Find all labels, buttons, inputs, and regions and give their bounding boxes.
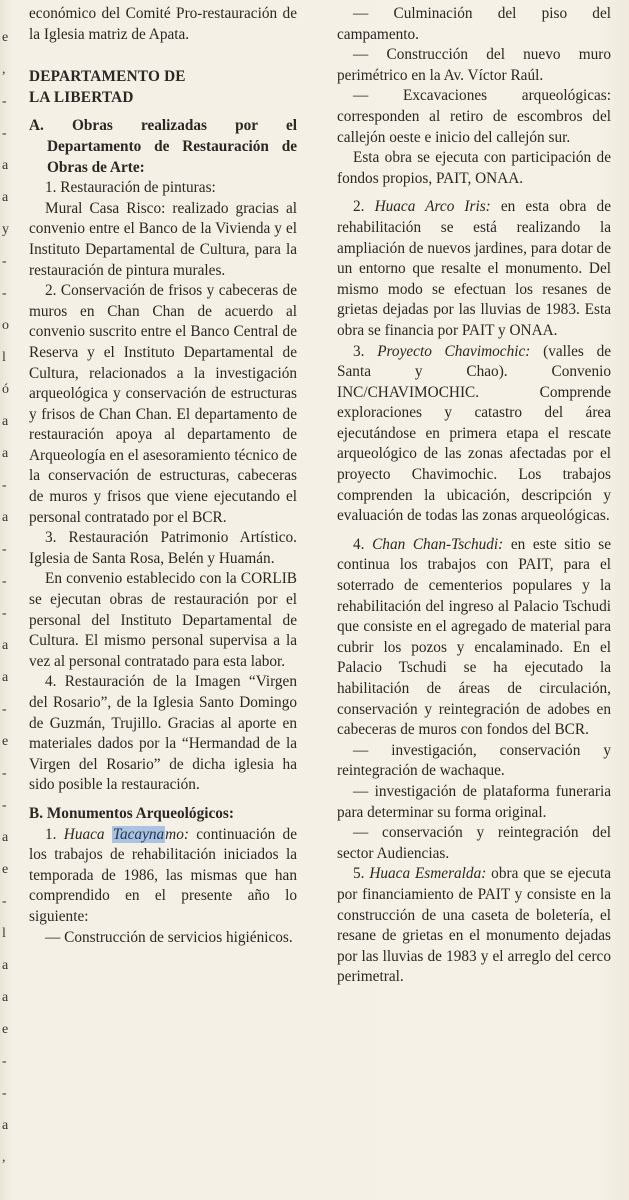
edge-fragment: - (2, 286, 7, 301)
section-b-heading: B. Monumentos Arqueológicos: (29, 804, 234, 822)
monument-3-number: 3. (353, 342, 365, 360)
edge-fragment: - (2, 1086, 7, 1101)
monument-1-number: 1. (45, 825, 57, 843)
item-1-body: Mural Casa Risco: realizado gracias al convenio entre el Banco de la Vivienda y el Instituto Departamental de Cultura, para la restauración de pintura murales. (29, 199, 297, 279)
item-3-title: 3. Restauración Patrimonio Artístico. Iglesia de Santa Rosa, Belén y Huamán. (29, 529, 297, 567)
edge-fragment: - (2, 894, 7, 909)
monument-1-funding: Esta obra se ejecuta con participación de fondos propios, PAIT, ONAA. (337, 149, 611, 187)
section-a-heading: A. Obras realizadas por el Departamento de Restauración de Obras de Arte: (29, 117, 297, 176)
edge-fragment: a (2, 158, 9, 173)
monument-2-number: 2. (353, 198, 365, 216)
item-2-paragraph: 2. Conservación de frisos y cabeceras de muros en Chan Chan de acuerdo al convenio suscrito entre el Banco Central de Reserva y el Instituto Departamental de Cultura, relacionados a la investigación arqueológica y conservación de estructuras y frisos de Chan Chan. El departamento de restauración apoya al departamento de Arqueología en el asesoramiento técnico de la conservación de estructuras, cabeceras de muros y frisos que viene ejecutando el personal contratado por el BCR. (29, 282, 297, 526)
edge-fragment: a (2, 990, 9, 1005)
edge-fragment: - (2, 1054, 7, 1069)
edge-fragment: a (2, 510, 9, 525)
monument-2-name: Huaca Arco Iris: (374, 198, 491, 216)
monument-1-item-wall: — Construcción del nuevo muro perimétrico en la Av. Víctor Raúl. (337, 46, 611, 84)
highlighted-text-selection[interactable]: Tacayna (112, 825, 165, 843)
edge-fragment: e (2, 734, 9, 749)
monument-4-number: 4. (353, 535, 365, 553)
edge-fragment: a (2, 446, 9, 461)
item-3-body: En convenio establecido con la CORLIB se ejecutan obras de restauración por el personal del Instituto Departamental de Cultura. El mismo personal supervisa a la vez al personal contratado para esta labor. (29, 570, 297, 670)
previous-column-edge (0, 0, 14, 1200)
department-heading-line-1: DEPARTAMENTO DE (29, 68, 186, 86)
edge-fragment: - (2, 798, 7, 813)
monument-2-paragraph (337, 197, 611, 341)
monument-4-item-wachaque: — investigación, conservación y reintegración de wachaque. (337, 741, 611, 780)
item-4-paragraph: 4. Restauración de la Imagen “Virgen del Rosario”, de la Iglesia Santo Domingo de Guzmán, Trujillo. Gracias al aporte en materiales dados por la “Hermandad de la Virgen del Rosario” de dicha iglesia ha sido posible la restauración. (29, 673, 297, 794)
monument-5-description: obra que se ejecuta por financiamiento de PAIT y consiste en la construcción de una caseta de boletería, el resane de grietas en el monumento dejadas por las lluvias de 1983 y el arreglo del cerco perimetral. (337, 865, 611, 986)
edge-fragment: a (2, 958, 9, 973)
monument-4-item-audiencias: — conservación y reintegración del sector Audiencias. (337, 824, 611, 862)
monument-4-name: Chan Chan-Tschudi: (372, 535, 504, 553)
left-column (29, 4, 297, 948)
edge-fragment: a (2, 190, 9, 205)
edge-fragment: y (2, 222, 9, 237)
edge-fragment: e (2, 862, 9, 877)
monument-2-description: en esta obra de rehabilitación se está realizando la ampliación de nuevos jardines, para dotar de un entorno que resalte el monumento. Del mismo modo se efectuan los resanes de grietas dejadas por las lluvias de 1983. Esta obra se financia por PAIT y ONAA. (337, 198, 611, 339)
edge-fragment: l (2, 926, 6, 941)
monument-1-name-part-1: Huaca (63, 825, 105, 843)
monument-5-paragraph (337, 864, 611, 988)
intro-paragraph: económico del Comité Pro-restauración de la Iglesia matriz de Apata. (29, 5, 297, 43)
monument-1-item-restrooms: — Construcción de servicios higiénicos. (45, 928, 293, 946)
edge-fragment: e (2, 1022, 9, 1037)
monument-3-paragraph (337, 342, 611, 527)
edge-fragment: a (2, 1118, 9, 1133)
edge-fragment: - (2, 126, 7, 141)
edge-fragment: e (2, 30, 9, 45)
monument-5-name: Huaca Esmeralda: (369, 865, 487, 883)
monument-1-paragraph (29, 825, 297, 928)
edge-fragment: - (2, 254, 7, 269)
edge-fragment: - (2, 478, 7, 493)
edge-fragment: - (2, 94, 7, 109)
edge-fragment: o (2, 318, 9, 333)
edge-fragment: - (2, 702, 7, 717)
edge-fragment: - (2, 606, 7, 621)
edge-fragment: - (2, 766, 7, 781)
monument-3-name: Proyecto Chavimochic: (377, 342, 531, 360)
edge-fragment: a (2, 638, 9, 653)
edge-fragment: a (2, 830, 9, 845)
edge-fragment: , (2, 62, 6, 77)
edge-fragment: a (2, 414, 9, 429)
monument-4-paragraph (337, 535, 611, 741)
item-1-title: 1. Restauración de pinturas: (45, 179, 216, 197)
monument-1-description: continuación de los trabajos de rehabilitación iniciados la temporada de 1986, las mismas que han comprendido en el presente año lo siguiente: (29, 825, 297, 925)
monument-5-number: 5. (353, 865, 365, 883)
edge-fragment: l (2, 350, 6, 365)
edge-fragment: a (2, 670, 9, 685)
edge-fragment: ó (2, 382, 9, 397)
monument-1-item-floor: — Culminación del piso del campamento. (337, 5, 611, 43)
department-heading-line-2: LA LIBERTAD (29, 88, 134, 106)
monument-4-item-platform: — investigación de plataforma funeraria para determinar su forma original. (337, 782, 611, 821)
edge-fragment: - (2, 542, 7, 557)
edge-fragment: - (2, 574, 7, 589)
right-column (337, 4, 611, 988)
edge-fragment: , (2, 1150, 6, 1165)
monument-3-description: (valles de Santa y Chao). Convenio INC/CHAVIMOCHIC. Comprende exploraciones y catastro del área ejecutándose en primera etapa el rescate arqueológico de las zonas afectadas por el proyecto Chavimochic. Los trabajos comprenden la ubicación, descripción y evaluación de todas las zonas arqueológicas. (337, 342, 612, 525)
monument-4-description: en este sitio se continua los trabajos con PAIT, para el soterrado de cementerios populares y la rehabilitación del ingreso al Palacio Tschudi que consiste en el agregado de material para cubrir los pozos y encalaminado. En el Palacio Tschudi se ha ejecutado la habilitación de áreas de circulación, conservación y reintegración de adobes en cabeceras de muros con fondos del BCR. (337, 535, 611, 739)
monument-1-item-excavations: — Excavaciones arqueológicas: corresponden al retiro de escombros del callejón oeste e inicio del callejón sur. (337, 87, 611, 146)
monument-1-name-part-2: mo: (165, 825, 189, 843)
